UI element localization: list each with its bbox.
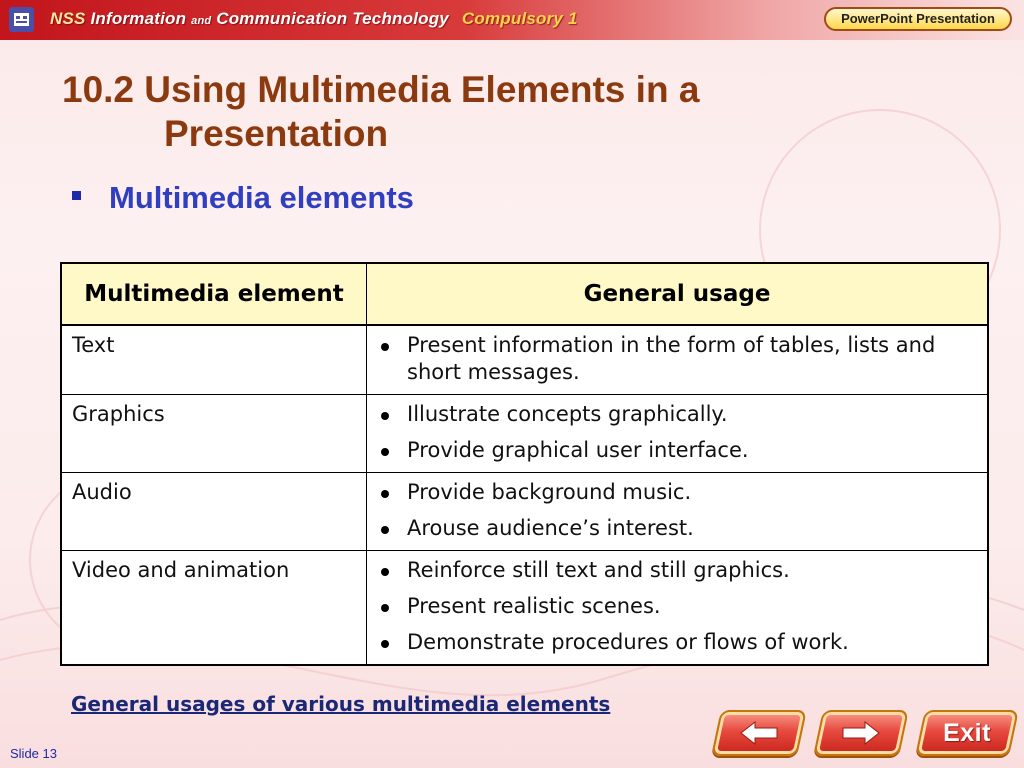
slide-title-line1: 10.2 Using Multimedia Elements in a — [62, 69, 700, 110]
table-caption: General usages of various multimedia elements — [71, 692, 611, 716]
powerpoint-badge: PowerPoint Presentation — [824, 7, 1012, 31]
usage-item: Reinforce still text and still graphics. — [377, 557, 977, 584]
usage-item: Provide background music. — [377, 479, 977, 506]
table-header-row — [61, 263, 988, 325]
table-row — [61, 325, 988, 395]
arrow-left-icon — [739, 721, 779, 745]
usage-item: Present information in the form of tables, lists and short messages. — [377, 332, 977, 386]
arrow-right-icon — [841, 721, 881, 745]
usage-item: Provide graphical user interface. — [377, 437, 977, 464]
exit-button-label: Exit — [943, 718, 991, 747]
element-cell: Audio — [61, 473, 367, 551]
exit-button[interactable] — [915, 710, 1019, 756]
multimedia-usage-table — [60, 262, 989, 666]
square-bullet-icon — [72, 191, 81, 200]
slide-title — [62, 68, 962, 156]
course-and: and — [191, 15, 212, 27]
course-nss: NSS — [50, 9, 86, 28]
element-cell: Video and animation — [61, 551, 367, 666]
column-header-element: Multimedia element — [61, 263, 367, 325]
usage-cell — [367, 395, 989, 473]
usage-item: Illustrate concepts graphically. — [377, 401, 977, 428]
element-cell: Text — [61, 325, 367, 395]
slide-title-line2: Presentation — [164, 113, 389, 154]
school-logo-icon — [9, 7, 34, 32]
course-comm: Communication Technology — [216, 9, 449, 28]
table-row — [61, 473, 988, 551]
element-cell: Graphics — [61, 395, 367, 473]
next-slide-button[interactable] — [813, 710, 909, 756]
usage-item: Arouse audience’s interest. — [377, 515, 977, 542]
course-module: Compulsory 1 — [461, 9, 578, 28]
slide-number: Slide 13 — [10, 746, 57, 761]
usage-cell — [367, 473, 989, 551]
usage-item: Present realistic scenes. — [377, 593, 977, 620]
usage-item: Demonstrate procedures or flows of work. — [377, 629, 977, 656]
course-info: Information — [90, 9, 187, 28]
header-bar — [0, 0, 1024, 40]
bullet-heading-text: Multimedia elements — [109, 180, 414, 215]
table-row — [61, 551, 988, 666]
table-row — [61, 395, 988, 473]
usage-cell — [367, 551, 989, 666]
bullet-heading — [72, 180, 414, 216]
column-header-usage: General usage — [367, 263, 989, 325]
previous-slide-button[interactable] — [711, 710, 807, 756]
usage-cell — [367, 325, 989, 395]
course-title — [50, 9, 578, 29]
